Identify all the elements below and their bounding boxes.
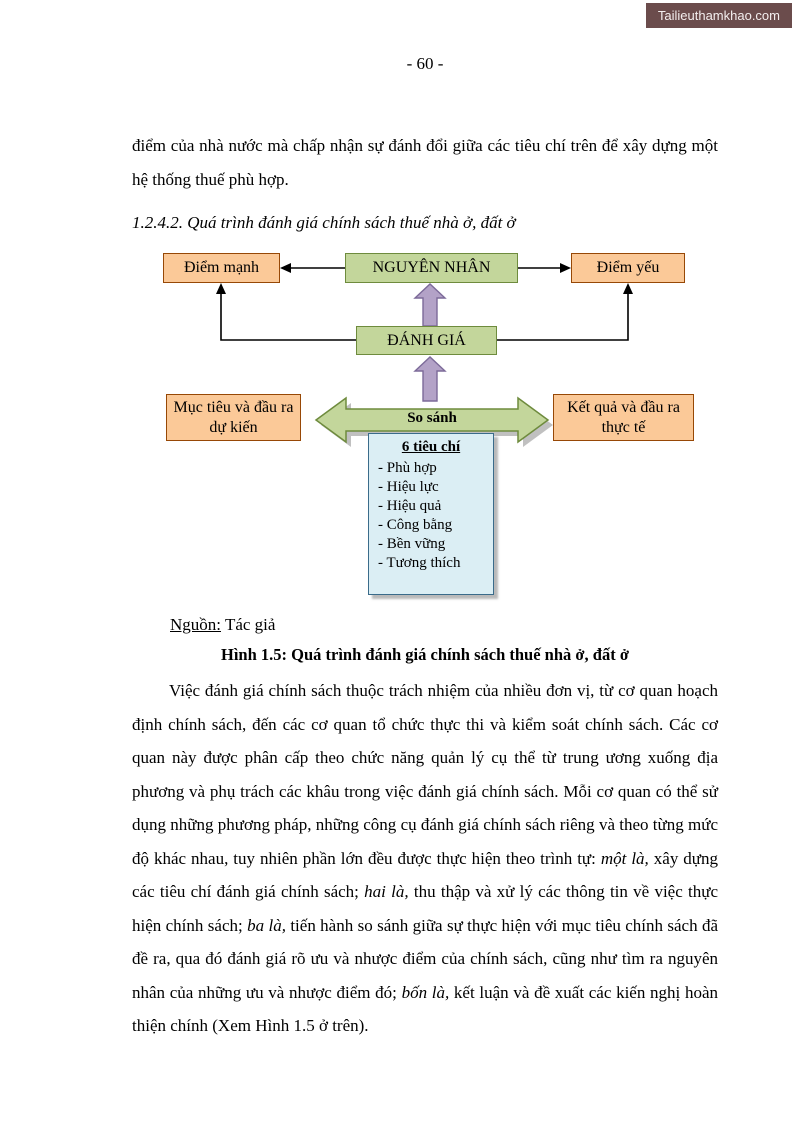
criteria-item: - Công bằng: [378, 517, 453, 533]
compare-label: So sánh: [407, 410, 457, 426]
compare-to-evaluation-block-arrow: [415, 357, 445, 401]
strengths-box: Điểm mạnh: [163, 253, 280, 283]
body-segment: một là,: [600, 848, 649, 868]
evaluation-to-strengths-connector: [216, 283, 356, 340]
body-paragraph: [132, 674, 718, 1043]
body-segment: kết luận và đề xuất các kiến nghị hoàn thiện chính (Xem Hình 1.5 ở trên).: [132, 982, 718, 1035]
results-box: Kết quả và đầu ra thực tế: [553, 394, 694, 441]
criteria-item: - Hiệu lực: [378, 479, 439, 495]
evaluation-to-weakness-connector: [497, 283, 633, 340]
criteria-item: - Tương thích: [378, 555, 461, 571]
criteria-item: - Hiệu quả: [378, 498, 442, 514]
source-value: Tác giả: [221, 615, 276, 634]
body-segment: bốn là,: [401, 982, 450, 1002]
criteria-box: [368, 433, 494, 595]
objectives-box: Mục tiêu và đầu ra dự kiến: [166, 394, 301, 441]
criteria-item: - Bền vững: [378, 536, 446, 552]
body-segment: Việc đánh giá chính sách thuộc trách nhiệm của nhiều đơn vị, từ cơ quan hoạch định chính sách, đến các cơ quan tổ chức thực thi và kiểm soát chính sách. Các cơ quan này được phân cấp theo chức năng quản lý cụ thể từ trung ương xuống địa phương và phụ trách các khâu trong việc đánh giá chính sách. Mỗi cơ quan có thể sử dụng những phương pháp, những công cụ đánh giá chính sách riêng và theo từng mức độ khác nhau, tuy nhiên phần lớn đều được thực hiện theo trình tự:: [132, 681, 718, 868]
body-segment: tiến hành so sánh giữa sự thực hiện với mục tiêu chính sách đã đề ra, qua đó đánh giá rõ ưu và nhược điểm của chính sách, cũng như tìm ra nguyên nhân của những ưu và nhược điểm đó;: [132, 915, 719, 1002]
criteria-title: 6 tiêu chí: [401, 439, 461, 455]
section-heading: 1.2.4.2. Quá trình đánh giá chính sách thuế nhà ở, đất ở: [132, 213, 516, 232]
evaluation-box: ĐÁNH GIÁ: [356, 326, 497, 355]
cause-box: NGUYÊN NHÂN: [345, 253, 518, 283]
figure-caption: Hình 1.5: Quá trình đánh giá chính sách thuế nhà ở, đất ở: [221, 645, 629, 664]
evaluation-process-diagram: [132, 251, 718, 601]
body-segment: thu thập và xử lý các thông tin về việc thực hiện chính sách;: [132, 882, 718, 935]
criteria-item: - Phù hợp: [378, 460, 437, 476]
body-segment: ba là,: [247, 915, 286, 935]
watermark-badge: Tailieuthamkhao.com: [646, 3, 792, 28]
evaluation-to-cause-block-arrow: [415, 284, 445, 326]
source-note: [170, 615, 718, 635]
source-label: Nguồn:: [170, 615, 221, 634]
body-segment: hai là,: [364, 882, 409, 901]
page-number: - 60 -: [406, 54, 444, 73]
body-segment: xây dựng các tiêu chí đánh giá chính sách;: [132, 848, 719, 901]
weakness-box: Điểm yếu: [571, 253, 685, 283]
intro-paragraph: điểm của nhà nước mà chấp nhận sự đánh đổi giữa các tiêu chí trên để xây dựng một hệ thống thuế phù hợp.: [132, 136, 718, 189]
cause-to-weakness-arrow: [518, 263, 571, 273]
cause-to-strengths-arrow: [280, 263, 345, 273]
